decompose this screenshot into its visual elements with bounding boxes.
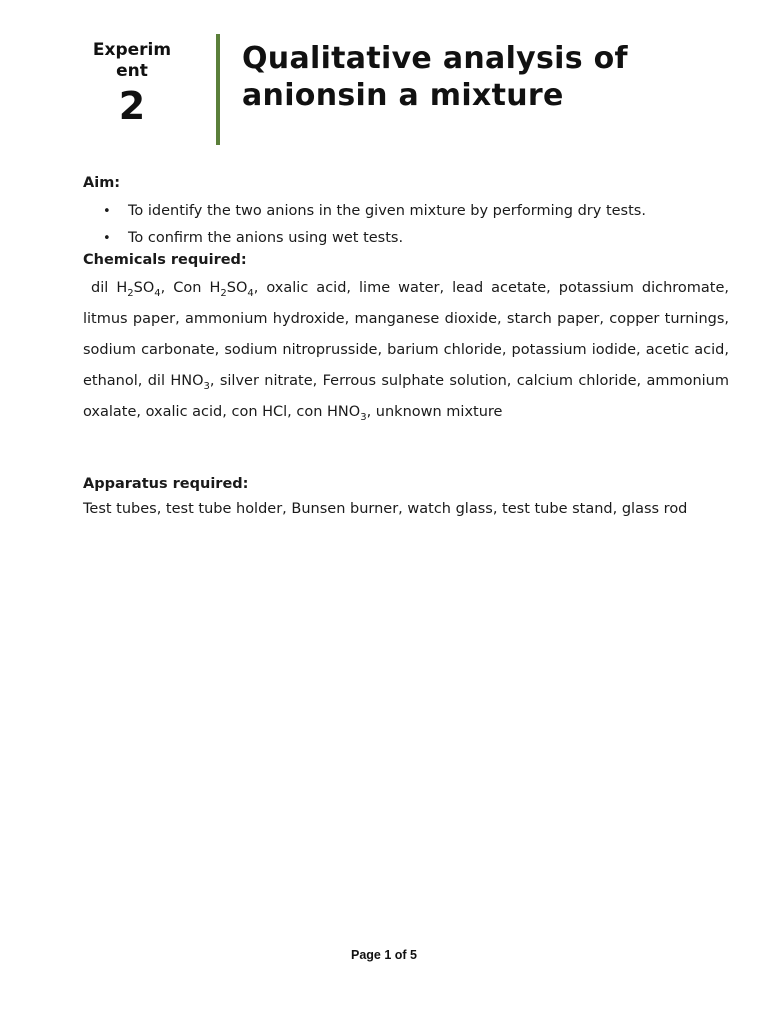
- chem-text-segment: SO: [226, 280, 248, 296]
- chem-text-segment: dil H: [91, 280, 128, 296]
- document-body: [83, 172, 729, 523]
- page-title: Qualitative analysis of anionsin a mixture: [242, 41, 628, 113]
- aim-item: [103, 198, 729, 225]
- subscript: 2: [220, 287, 227, 299]
- apparatus-heading: Apparatus required:: [83, 476, 249, 492]
- chem-text-segment: , unknown mixture: [366, 404, 503, 420]
- chemicals-heading: Chemicals required:: [83, 252, 247, 268]
- aim-item: [103, 225, 729, 252]
- aim-item-text: To identify the two anions in the given mixture by performing dry tests.: [128, 203, 646, 219]
- subscript: 4: [154, 287, 161, 299]
- apparatus-list: Test tubes, test tube holder, Bunsen burner, watch glass, test tube stand, glass rod: [83, 501, 688, 517]
- subscript: 3: [203, 380, 210, 392]
- aim-heading: Aim:: [83, 175, 121, 191]
- chemicals-list: [83, 273, 729, 428]
- aim-list: [83, 198, 729, 252]
- experiment-number: 2: [118, 84, 146, 128]
- chem-text-segment: SO: [133, 280, 155, 296]
- chem-text-segment: , oxalic acid, lime water, lead acetate, potassium dichromate, litmus paper, ammonium hydroxide, manganese dioxide, starch paper, copper turnings, sodium carbonate, sodium nitroprusside, barium chloride, potassium iodide, acetic acid, ethanol, dil HNO: [83, 280, 730, 389]
- subscript: 3: [360, 411, 367, 423]
- subscript: 4: [247, 287, 254, 299]
- title-accent-bar: [216, 34, 220, 145]
- page-number: Page 1 of 5: [351, 948, 417, 962]
- bullet-icon: •: [103, 231, 111, 246]
- chem-text-segment: , Con H: [160, 280, 221, 296]
- chem-text-segment: , silver nitrate, Ferrous sulphate solution, calcium chloride, ammonium oxalate, oxalic acid, con HCl, con HNO: [83, 373, 729, 420]
- subscript: 2: [127, 287, 134, 299]
- bullet-icon: •: [103, 204, 111, 219]
- aim-item-text: To confirm the anions using wet tests.: [128, 230, 404, 246]
- experiment-label: Experim ent: [92, 40, 172, 81]
